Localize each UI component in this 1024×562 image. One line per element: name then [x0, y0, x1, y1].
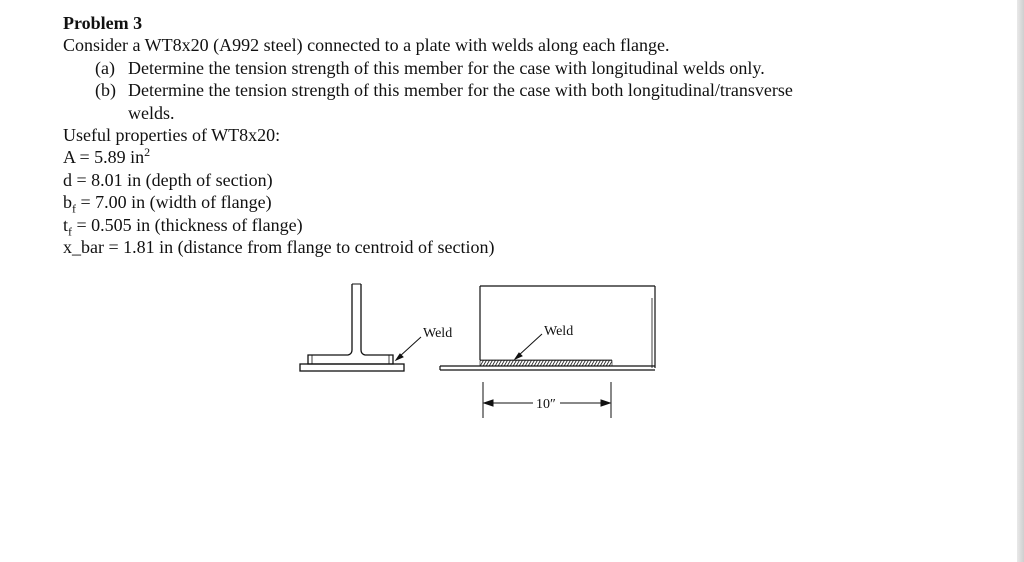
right-weld-label: Weld — [544, 324, 574, 339]
properties-heading: Useful properties of WT8x20: — [63, 124, 281, 145]
property-area — [63, 146, 793, 168]
property-flange-thickness — [63, 214, 793, 239]
right-weld-leader — [515, 334, 542, 359]
flange-width-subscript: f — [72, 201, 76, 216]
flange-thickness-subscript: f — [68, 224, 73, 239]
part-b — [63, 79, 793, 101]
part-b-continuation: welds. — [128, 102, 175, 123]
flange-width-symbol: b — [63, 192, 72, 213]
dimension-label: 10″ — [536, 397, 556, 412]
problem-title: Problem 3 — [63, 13, 143, 33]
property-depth: d = 8.01 in (depth of section) — [63, 169, 273, 190]
flange-thickness-symbol: t — [63, 214, 69, 235]
wt-cross-section — [300, 284, 404, 371]
property-area-text: A = 5.89 in — [63, 147, 145, 168]
page-edge-shadow — [1017, 0, 1024, 562]
part-a-label: (a) — [95, 57, 115, 78]
part-b-text: Determine the tension strength of this member for the case with both longitudinal/transverse — [128, 80, 793, 101]
property-xbar: x_bar = 1.81 in (distance from flange to centroid of section) — [63, 236, 495, 257]
property-flange-width — [63, 191, 793, 216]
flange-thickness-text: = 0.505 in (thickness of flange) — [72, 214, 303, 235]
part-a-text: Determine the tension strength of this member for the case with longitudinal welds only. — [128, 57, 765, 78]
weld-hatch — [480, 361, 612, 367]
part-b-label: (b) — [95, 80, 116, 101]
left-weld-label: Weld — [423, 326, 453, 341]
part-a — [63, 57, 793, 79]
flange-width-text: = 7.00 in (width of flange) — [76, 192, 272, 213]
left-weld-leader — [396, 337, 421, 360]
problem-text — [63, 12, 793, 258]
weld-connection-figure — [290, 278, 670, 438]
property-area-exponent: 2 — [144, 145, 151, 160]
problem-intro: Consider a WT8x20 (A992 steel) connected to a plate with welds along each flange. — [63, 35, 670, 56]
